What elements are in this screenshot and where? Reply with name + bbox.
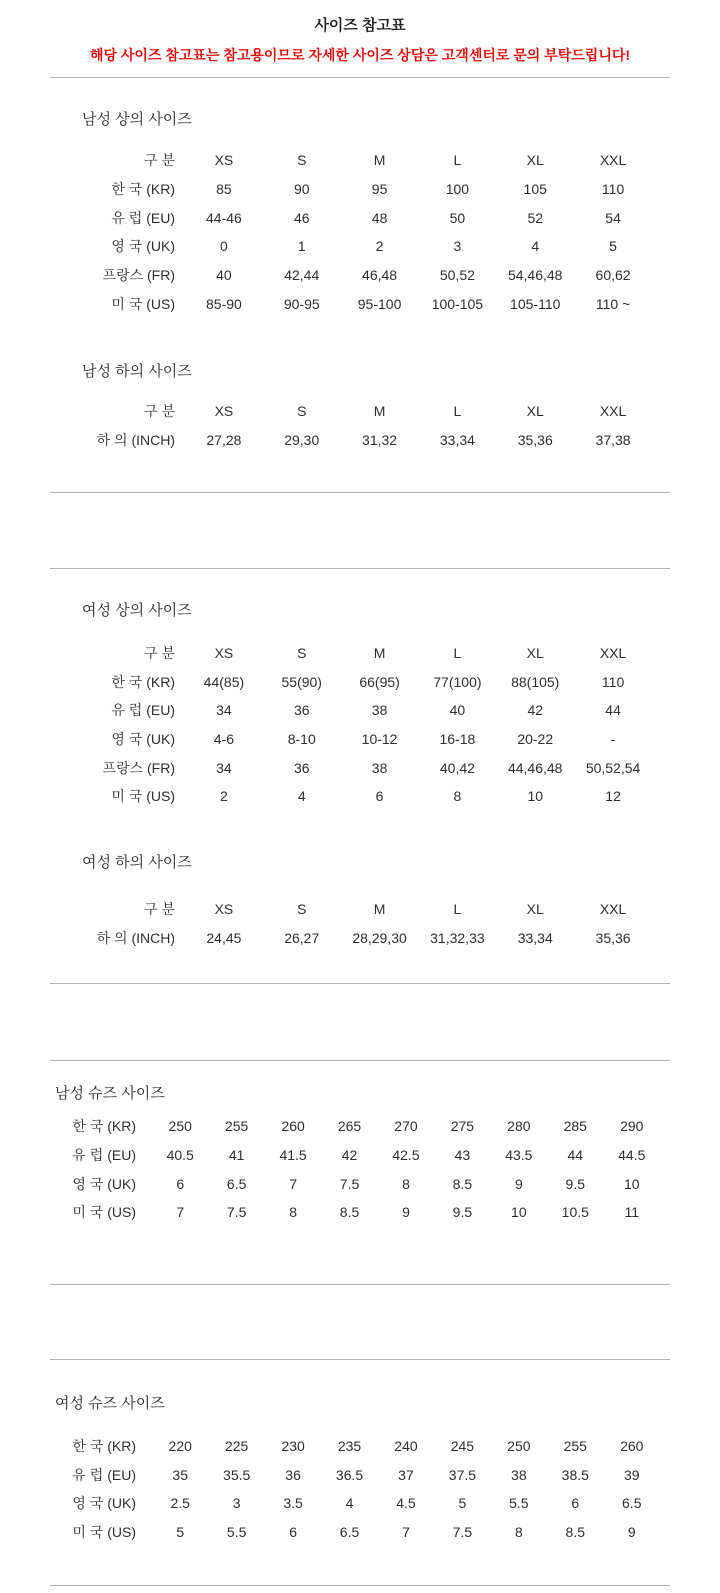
size-cell: 41.5 <box>279 1147 307 1164</box>
table-row <box>50 397 652 426</box>
size-cell: 5.5 <box>509 1495 529 1512</box>
size-cell: XS <box>214 644 234 661</box>
size-cell: 100 <box>445 181 470 198</box>
size-cell: 39 <box>623 1466 640 1483</box>
size-cell: S <box>297 403 307 420</box>
page-title: 사이즈 참고표 <box>314 17 406 34</box>
section-womens-shoes <box>0 1396 720 1547</box>
row-label: 영 국 (UK) <box>111 238 175 255</box>
size-cell: 54 <box>605 209 621 226</box>
row-label: 한 국 (KR) <box>111 181 175 198</box>
size-cell: 28,29,30 <box>352 929 407 946</box>
size-cell: 10-12 <box>361 730 398 747</box>
size-cell: 48 <box>371 209 388 226</box>
size-cell: 225 <box>224 1438 249 1455</box>
size-cell: 90-95 <box>283 295 320 312</box>
size-cell: 10.5 <box>561 1204 589 1221</box>
table-row <box>50 175 652 204</box>
divider <box>50 1060 670 1061</box>
size-cell: 7 <box>289 1175 297 1192</box>
mens-bottom-size-table <box>50 397 652 454</box>
size-cell: 110 ~ <box>595 295 631 312</box>
row-label: 하 의 (INCH) <box>96 432 175 449</box>
size-cell: 42 <box>527 702 544 719</box>
size-cell: XXL <box>599 900 627 917</box>
size-cell: 8 <box>453 788 462 805</box>
size-cell: 44.5 <box>618 1147 646 1164</box>
size-cell: 110 <box>601 673 625 690</box>
size-cell: 24,45 <box>206 929 242 946</box>
row-label: 유 럽 (EU) <box>111 209 175 226</box>
size-cell: 230 <box>281 1438 305 1455</box>
table-row <box>50 782 652 811</box>
size-cell: 38 <box>371 759 388 776</box>
table-row <box>50 232 652 261</box>
size-cell: 2 <box>220 788 228 805</box>
size-cell: S <box>297 152 307 169</box>
size-cell: 7 <box>176 1204 185 1221</box>
size-cell: 3 <box>232 1495 241 1512</box>
size-cell: 220 <box>168 1438 192 1455</box>
size-cell: 8-10 <box>287 730 316 747</box>
size-cell: 40 <box>216 267 232 284</box>
row-label: 유 럽 (EU) <box>72 1147 136 1164</box>
size-cell: 245 <box>450 1438 475 1455</box>
size-cell: XL <box>526 900 544 917</box>
size-cell: 41 <box>228 1147 245 1164</box>
size-cell: 50,52,54 <box>585 759 641 776</box>
size-cell: 66(95) <box>359 673 400 690</box>
section-heading-womens-top: 여성 상의 사이즈 <box>82 601 192 619</box>
section-heading-mens-bottom: 남성 하의 사이즈 <box>82 363 192 381</box>
size-cell: 40,42 <box>439 759 475 776</box>
size-cell: 44 <box>605 702 621 719</box>
size-cell: 7 <box>402 1524 410 1541</box>
size-cell: 10 <box>623 1175 640 1192</box>
divider <box>50 1585 670 1586</box>
size-cell: 31,32 <box>362 432 398 449</box>
size-cell: 34 <box>216 702 232 719</box>
row-label: 유 럽 (EU) <box>72 1466 136 1483</box>
size-cell: 88(105) <box>511 673 560 690</box>
size-cell: 40.5 <box>166 1147 194 1164</box>
size-cell: XS <box>214 152 234 169</box>
row-label: 구 분 <box>144 403 175 420</box>
size-cell: 44(85) <box>203 673 245 690</box>
size-cell: 9 <box>402 1204 410 1221</box>
size-cell: 43.5 <box>505 1147 533 1164</box>
size-cell: 77(100) <box>433 673 482 690</box>
page-header <box>0 0 720 63</box>
size-cell: 255 <box>563 1438 587 1455</box>
size-cell: 35,36 <box>595 929 631 946</box>
size-cell: 110 <box>601 181 625 198</box>
row-label: 유 럽 (EU) <box>111 702 175 719</box>
size-cell: 280 <box>507 1118 531 1135</box>
size-cell: 8 <box>402 1175 410 1192</box>
size-cell: 255 <box>224 1118 249 1135</box>
table-row <box>50 923 652 952</box>
table-row <box>50 753 652 782</box>
size-cell: 5 <box>609 238 617 255</box>
size-cell: 6.5 <box>622 1495 642 1512</box>
size-cell: M <box>373 152 386 169</box>
size-cell: 10 <box>511 1204 527 1221</box>
size-cell: 20-22 <box>517 730 554 747</box>
size-cell: 9.5 <box>565 1175 586 1192</box>
size-cell: XL <box>526 152 544 169</box>
size-cell: XS <box>214 403 234 420</box>
size-cell: 11 <box>624 1204 640 1221</box>
size-cell: 60,62 <box>595 267 631 284</box>
section-heading-mens-top: 남성 상의 사이즈 <box>82 111 192 128</box>
section-womens-bottom <box>0 855 720 952</box>
size-cell: 55(90) <box>281 673 322 690</box>
size-cell: 7.5 <box>226 1204 247 1221</box>
size-cell: 270 <box>394 1118 418 1135</box>
table-row <box>30 1112 660 1141</box>
size-cell: 44 <box>567 1147 584 1164</box>
row-label: 프랑스 (FR) <box>102 267 175 284</box>
size-cell: 8 <box>289 1204 297 1221</box>
size-cell: L <box>453 900 462 917</box>
size-cell: 42.5 <box>392 1147 420 1164</box>
section-mens-shoes <box>0 1086 720 1227</box>
size-cell: 90 <box>293 181 310 198</box>
divider <box>50 492 670 493</box>
size-cell: 2 <box>375 238 384 255</box>
divider <box>50 1359 670 1360</box>
size-cell: 54,46,48 <box>507 267 563 284</box>
size-cell: 8.5 <box>339 1204 360 1221</box>
size-cell: S <box>297 900 307 917</box>
size-cell: 95 <box>371 181 388 198</box>
size-cell: - <box>610 730 616 747</box>
size-cell: 35.5 <box>223 1466 251 1483</box>
mens-top-size-table <box>50 146 652 318</box>
size-cell: 29,30 <box>284 432 320 449</box>
size-cell: 35 <box>172 1466 188 1483</box>
table-row <box>50 696 652 725</box>
size-cell: 9.5 <box>452 1204 473 1221</box>
size-cell: 42 <box>341 1147 358 1164</box>
size-cell: 95-100 <box>357 295 402 312</box>
size-cell: 3.5 <box>283 1495 303 1512</box>
section-womens-top <box>0 603 720 811</box>
size-cell: 0 <box>220 238 228 255</box>
size-cell: 36 <box>293 702 310 719</box>
divider <box>50 983 670 984</box>
womens-bottom-size-table <box>50 895 652 952</box>
size-cell: XS <box>214 900 234 917</box>
womens-top-size-table <box>50 639 652 811</box>
divider <box>50 568 670 569</box>
size-cell: L <box>453 152 462 169</box>
size-cell: 85 <box>216 181 232 198</box>
row-label: 한 국 (KR) <box>72 1118 136 1135</box>
table-row <box>30 1489 660 1518</box>
table-row <box>50 639 652 668</box>
size-cell: 285 <box>563 1118 587 1135</box>
size-cell: 250 <box>507 1438 531 1455</box>
row-label: 영 국 (UK) <box>72 1495 136 1512</box>
size-cell: 2.5 <box>170 1495 190 1512</box>
size-cell: 100-105 <box>431 295 484 312</box>
size-cell: 260 <box>281 1118 305 1135</box>
size-cell: 4 <box>297 788 306 805</box>
size-cell: 8 <box>514 1524 523 1541</box>
size-cell: 5 <box>176 1524 185 1541</box>
size-cell: 6.5 <box>339 1524 360 1541</box>
size-cell: L <box>453 644 462 661</box>
size-cell: 26,27 <box>284 929 320 946</box>
size-cell: 6 <box>571 1495 580 1512</box>
size-cell: 1 <box>297 238 306 255</box>
size-cell: 36.5 <box>335 1466 364 1483</box>
size-cell: 9 <box>514 1175 523 1192</box>
table-row <box>50 895 652 924</box>
size-notice: 해당 사이즈 참고표는 참고용이므로 자세한 사이즈 상담은 고객센터로 문의 부탁드립니다! <box>89 47 631 63</box>
table-row <box>30 1460 660 1489</box>
size-cell: 16-18 <box>439 730 476 747</box>
size-cell: 6.5 <box>226 1175 247 1192</box>
size-cell: 7.5 <box>452 1524 473 1541</box>
size-cell: 44,46,48 <box>507 759 563 776</box>
section-heading-womens-bottom: 여성 하의 사이즈 <box>82 853 192 871</box>
row-label: 구 분 <box>144 644 175 661</box>
row-label: 미 국 (US) <box>111 788 175 805</box>
size-cell: XXL <box>599 644 627 661</box>
divider <box>50 77 670 78</box>
size-cell: XXL <box>599 152 627 169</box>
size-cell: 290 <box>620 1118 644 1135</box>
size-cell: 33,34 <box>439 432 475 449</box>
size-cell: 4 <box>531 238 540 255</box>
size-cell: 10 <box>527 788 544 805</box>
size-cell: 38 <box>511 1466 527 1483</box>
size-cell: 44-46 <box>206 209 242 226</box>
row-label: 영 국 (UK) <box>72 1175 136 1192</box>
size-cell: 12 <box>605 788 621 805</box>
size-cell: 27,28 <box>206 432 242 449</box>
size-cell: 260 <box>620 1438 644 1455</box>
table-row <box>30 1198 660 1227</box>
size-cell: XXL <box>599 403 627 420</box>
table-row <box>50 261 652 290</box>
size-cell: M <box>373 644 386 661</box>
size-cell: 46,48 <box>362 267 398 284</box>
size-cell: 5 <box>458 1495 467 1512</box>
row-label: 영 국 (UK) <box>111 730 175 747</box>
table-row <box>50 289 652 318</box>
womens-shoes-size-table <box>30 1432 660 1547</box>
row-label: 미 국 (US) <box>72 1524 136 1541</box>
size-cell: M <box>373 403 386 420</box>
size-cell: 46 <box>293 209 310 226</box>
size-cell: 34 <box>216 759 232 776</box>
size-cell: 275 <box>450 1118 475 1135</box>
size-cell: 105-110 <box>510 295 561 312</box>
size-cell: 6 <box>176 1175 185 1192</box>
table-row <box>50 426 652 455</box>
row-label: 구 분 <box>144 152 175 169</box>
size-cell: 38 <box>371 702 388 719</box>
size-cell: 240 <box>394 1438 418 1455</box>
size-cell: 6 <box>375 788 384 805</box>
size-cell: 50 <box>449 209 466 226</box>
size-cell: 9 <box>627 1524 636 1541</box>
size-cell: 8.5 <box>452 1175 473 1192</box>
size-cell: XL <box>526 403 544 420</box>
row-label: 하 의 (INCH) <box>96 929 175 946</box>
row-label: 한 국 (KR) <box>72 1438 136 1455</box>
size-cell: 33,34 <box>517 929 553 946</box>
mens-shoes-size-table <box>30 1112 660 1227</box>
size-cell: 4.5 <box>396 1495 416 1512</box>
table-row <box>50 203 652 232</box>
size-cell: 6 <box>289 1524 297 1541</box>
table-row <box>50 725 652 754</box>
size-cell: 31,32,33 <box>430 929 485 946</box>
size-cell: M <box>373 900 386 917</box>
row-label: 미 국 (US) <box>111 295 175 312</box>
size-cell: 36 <box>293 759 310 776</box>
size-cell: 50,52 <box>439 267 475 284</box>
size-cell: 37,38 <box>595 432 631 449</box>
size-cell: 5.5 <box>226 1524 247 1541</box>
size-cell: 36 <box>285 1466 301 1483</box>
row-label: 미 국 (US) <box>72 1204 136 1221</box>
section-mens-bottom <box>0 364 720 454</box>
size-cell: 43 <box>454 1147 471 1164</box>
size-cell: 250 <box>168 1118 192 1135</box>
row-label: 구 분 <box>144 900 175 917</box>
size-cell: XL <box>526 644 544 661</box>
table-row <box>30 1141 660 1170</box>
table-row <box>50 146 652 175</box>
size-cell: 37 <box>398 1466 414 1483</box>
size-cell: S <box>297 644 307 661</box>
size-cell: 37.5 <box>448 1466 477 1483</box>
table-row <box>30 1432 660 1461</box>
table-row <box>30 1518 660 1547</box>
size-cell: 35,36 <box>517 432 553 449</box>
size-cell: 38.5 <box>561 1466 589 1483</box>
section-heading-womens-shoes: 여성 슈즈 사이즈 <box>55 1394 165 1412</box>
row-label: 한 국 (KR) <box>111 673 175 690</box>
size-cell: 7.5 <box>339 1175 360 1192</box>
section-heading-mens-shoes: 남성 슈즈 사이즈 <box>55 1085 165 1102</box>
size-cell: 42,44 <box>284 267 320 284</box>
size-cell: L <box>453 403 462 420</box>
size-cell: 105 <box>523 181 547 198</box>
size-cell: 52 <box>527 209 544 226</box>
size-cell: 235 <box>337 1438 362 1455</box>
size-cell: 8.5 <box>565 1524 586 1541</box>
size-cell: 4 <box>345 1495 354 1512</box>
size-cell: 40 <box>449 702 466 719</box>
size-cell: 4-6 <box>213 730 235 747</box>
table-row <box>50 667 652 696</box>
row-label: 프랑스 (FR) <box>102 759 175 776</box>
size-cell: 85-90 <box>206 295 242 312</box>
size-cell: 265 <box>337 1118 362 1135</box>
section-mens-top <box>0 112 720 318</box>
size-cell: 3 <box>453 238 462 255</box>
table-row <box>30 1169 660 1198</box>
divider <box>50 1284 670 1285</box>
